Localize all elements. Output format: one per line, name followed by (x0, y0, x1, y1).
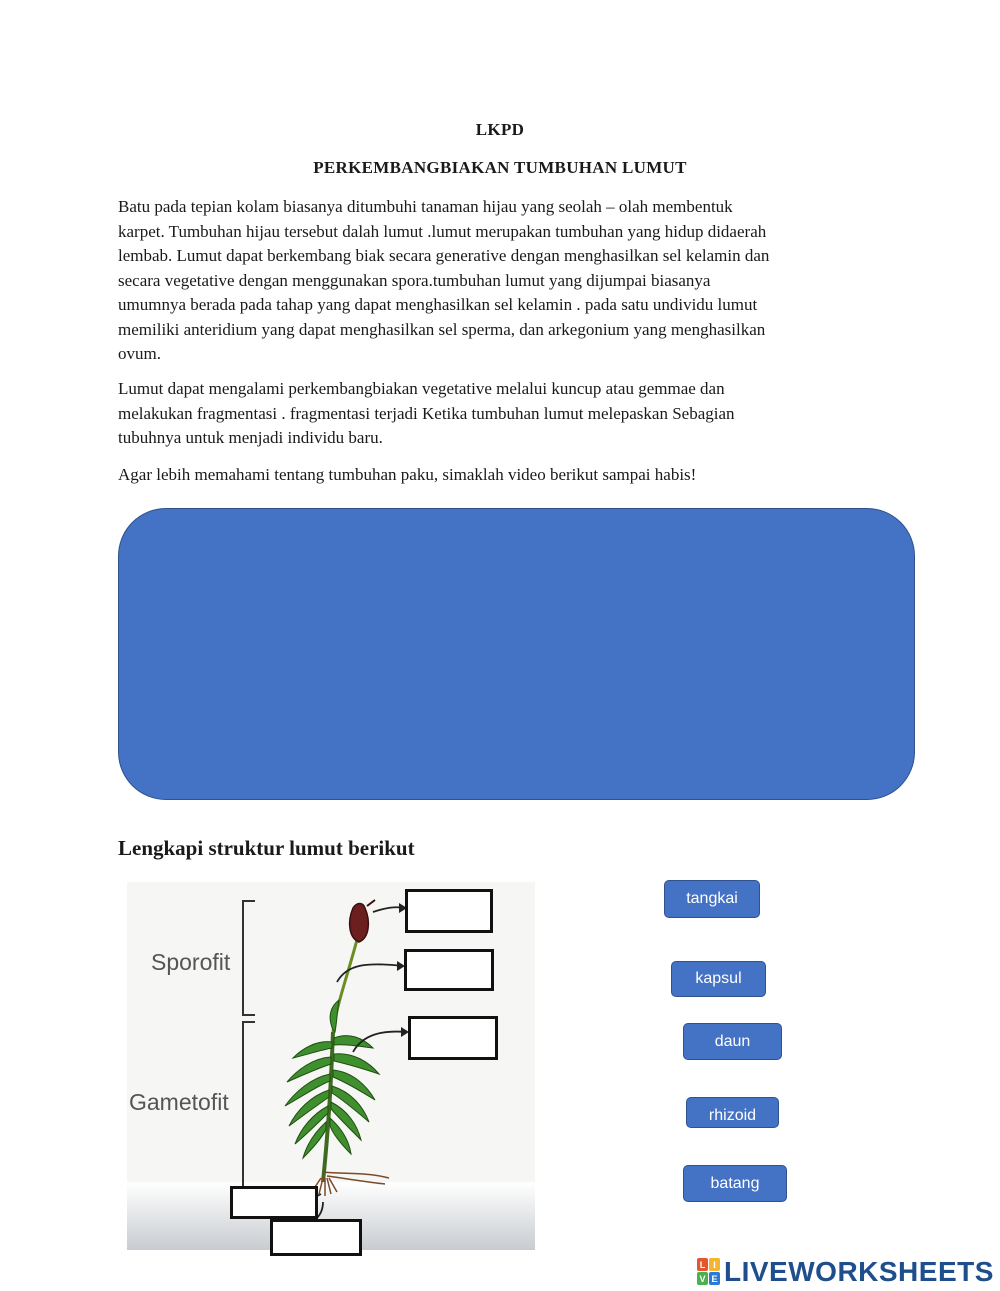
answer-box-stem[interactable] (230, 1186, 318, 1219)
page-title: LKPD (475, 120, 525, 139)
answer-box-stalk[interactable] (404, 949, 494, 991)
word-chip-tangkai[interactable]: tangkai (664, 880, 760, 918)
paragraph-vegetative: Lumut dapat mengalami perkembangbiakan vegetative melalui kuncup atau gemmae dan melakukan fragmentasi . fragmentasi terjadi Ketika tumbuhan lumut melepaskan Sebagian tubuhnya untuk menjadi individu baru. (118, 379, 735, 447)
liveworksheets-wordmark: LIVEWORKSHEETS (724, 1256, 994, 1287)
capsule (350, 904, 369, 943)
word-chip-kapsul[interactable]: kapsul (671, 961, 766, 997)
paragraph-intro: Batu pada tepian kolam biasanya ditumbuhi tanaman hijau yang seolah – olah membentuk karpet. Tumbuhan hijau tersebut dalah lumut .lumut merupakan tumbuhan yang hidup didaerah lembab. Lumut dapat berkembang biak secara generative dengan menghasilkan sel kelamin dan secara vegetative dengan menggunakan spora.tumbuhan lumut yang dijumpai biasanya umumnya berada pada tahap yang dapat menghasilkan sel kelamin . pada satu undividu lumut memiliki anteridium yang dapat menghasilkan sel sperma, dan arkegonium yang menghasilkan ovum. (118, 197, 770, 363)
liveworksheets-brand (697, 1256, 994, 1288)
page-subtitle: PERKEMBANGBIAKAN TUMBUHAN LUMUT (313, 158, 687, 177)
svg-text:E: E (711, 1274, 718, 1284)
word-chip-daun[interactable]: daun (683, 1023, 782, 1060)
svg-text:L: L (699, 1260, 706, 1270)
paragraph-video-instruction: Agar lebih memahami tentang tumbuhan paku, simaklah video berikut sampai habis! (118, 465, 697, 484)
gametofit-label: Gametofit (129, 1089, 229, 1115)
word-chip-batang[interactable]: batang (683, 1165, 787, 1202)
sporofit-label: Sporofit (151, 949, 231, 975)
answer-box-leaf[interactable] (408, 1016, 498, 1060)
svg-text:I: I (713, 1260, 716, 1270)
moss-structure-diagram (127, 882, 535, 1250)
word-chip-rhizoid[interactable]: rhizoid (686, 1097, 779, 1128)
liveworksheets-logo-icon (697, 1258, 721, 1286)
svg-text:V: V (699, 1274, 706, 1284)
answer-box-capsule[interactable] (405, 889, 493, 933)
answer-box-rhizoid[interactable] (270, 1219, 362, 1256)
video-embed[interactable] (118, 508, 915, 800)
section-heading: Lengkapi struktur lumut berikut (118, 836, 415, 860)
